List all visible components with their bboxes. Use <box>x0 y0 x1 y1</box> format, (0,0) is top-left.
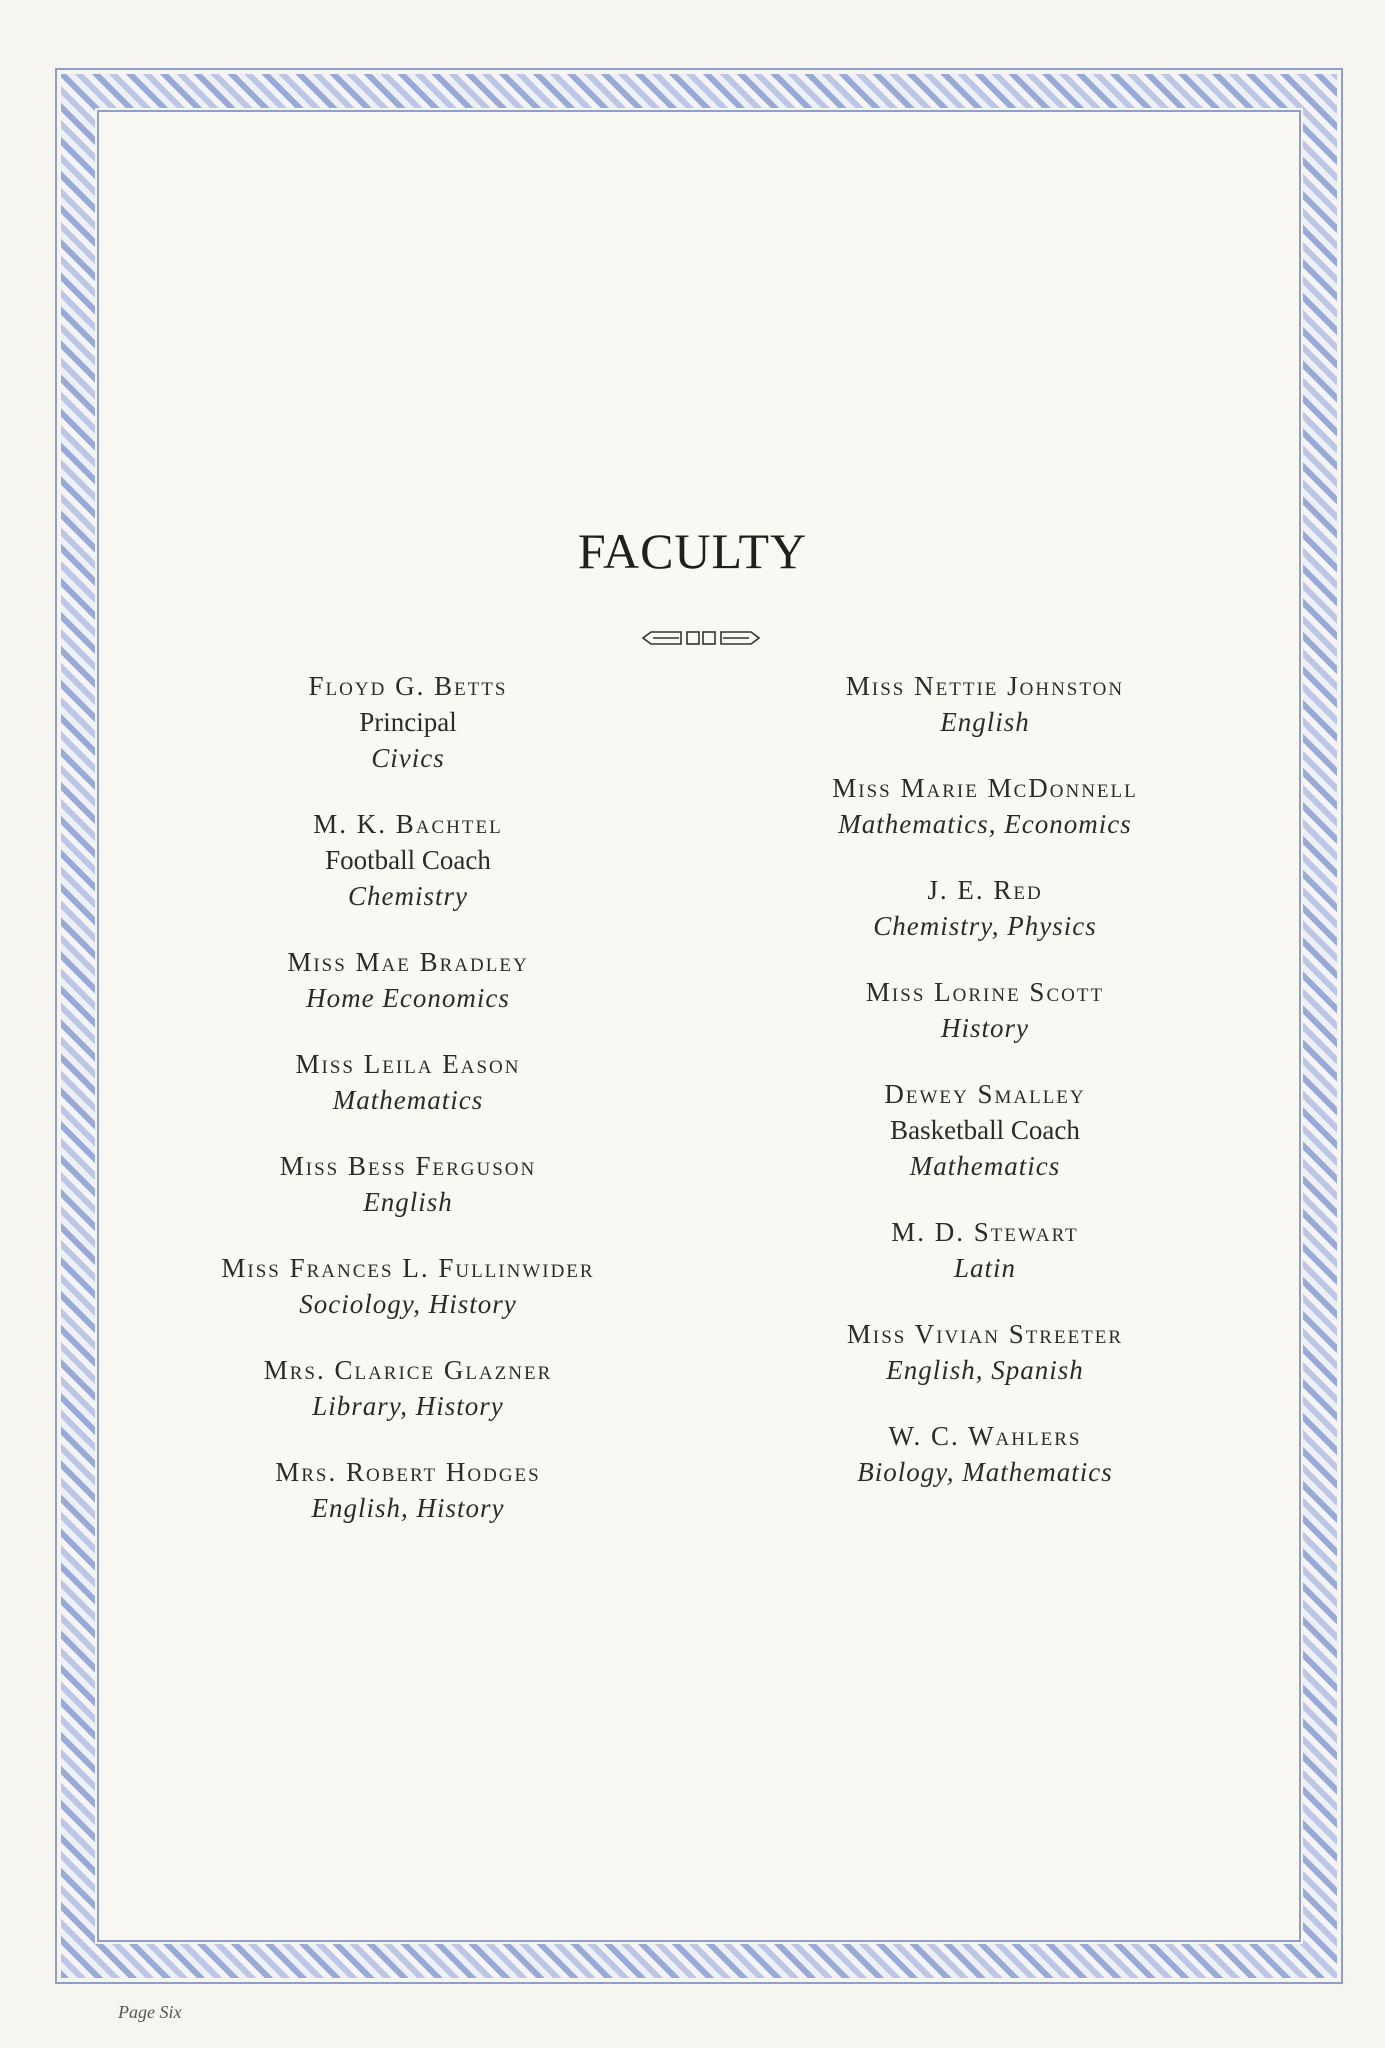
faculty-name: Miss Mae Bradley <box>287 947 529 977</box>
faculty-name: Miss Frances L. Fullinwider <box>221 1253 595 1283</box>
faculty-entry <box>128 944 688 1016</box>
faculty-subject: History <box>941 1013 1029 1043</box>
faculty-subject: Home Economics <box>306 983 510 1013</box>
page-number: Page Six <box>118 2002 182 2022</box>
faculty-subject: English, History <box>311 1493 505 1523</box>
faculty-name: Dewey Smalley <box>884 1079 1086 1109</box>
faculty-entry <box>128 1148 688 1220</box>
faculty-role: Basketball Coach <box>890 1115 1080 1145</box>
faculty-name: M. K. Bachtel <box>313 809 503 839</box>
faculty-subject: Chemistry <box>348 881 468 911</box>
faculty-name: W. C. Wahlers <box>888 1421 1082 1451</box>
faculty-subject: English <box>363 1187 453 1217</box>
faculty-subject: Civics <box>371 743 445 773</box>
faculty-entry <box>705 668 1265 740</box>
faculty-name: Mrs. Robert Hodges <box>275 1457 541 1487</box>
ornament-icon <box>641 626 761 650</box>
faculty-entry <box>705 1418 1265 1490</box>
faculty-subject: Biology, Mathematics <box>857 1457 1113 1487</box>
faculty-entry <box>705 1316 1265 1388</box>
faculty-name: Miss Lorine Scott <box>865 977 1105 1007</box>
faculty-entry <box>705 974 1265 1046</box>
faculty-subject: English <box>940 707 1030 737</box>
faculty-name: Miss Marie McDonnell <box>832 773 1138 803</box>
faculty-entry <box>705 770 1265 842</box>
page-title: FACULTY <box>577 523 808 579</box>
faculty-name: Miss Leila Eason <box>295 1049 521 1079</box>
faculty-name: Miss Vivian Streeter <box>846 1319 1124 1349</box>
faculty-column-right <box>705 668 1265 1520</box>
faculty-entry <box>705 1076 1265 1184</box>
faculty-name: M. D. Stewart <box>891 1217 1079 1247</box>
faculty-entry <box>128 1454 688 1526</box>
faculty-entry <box>128 1046 688 1118</box>
faculty-role: Football Coach <box>325 845 491 875</box>
faculty-entry <box>128 1352 688 1424</box>
faculty-column-left <box>128 668 688 1556</box>
faculty-entry <box>128 806 688 914</box>
faculty-name: Miss Bess Ferguson <box>279 1151 537 1181</box>
faculty-name: Floyd G. Betts <box>308 671 508 701</box>
faculty-subject: Latin <box>953 1253 1017 1283</box>
faculty-subject: Mathematics <box>909 1151 1061 1181</box>
faculty-entry <box>128 668 688 776</box>
faculty-entry <box>705 872 1265 944</box>
faculty-entry <box>705 1214 1265 1286</box>
faculty-subject: Mathematics <box>332 1085 484 1115</box>
faculty-subject: Library, History <box>312 1391 504 1421</box>
faculty-name: Mrs. Clarice Glazner <box>263 1355 553 1385</box>
faculty-subject: Mathematics, Economics <box>838 809 1132 839</box>
faculty-subject: English, Spanish <box>886 1355 1084 1385</box>
faculty-subject: Sociology, History <box>299 1289 517 1319</box>
faculty-name: J. E. Red <box>927 875 1043 905</box>
faculty-role: Principal <box>359 707 457 737</box>
faculty-subject: Chemistry, Physics <box>873 911 1097 941</box>
faculty-name: Miss Nettie Johnston <box>845 671 1125 701</box>
faculty-entry <box>128 1250 688 1322</box>
